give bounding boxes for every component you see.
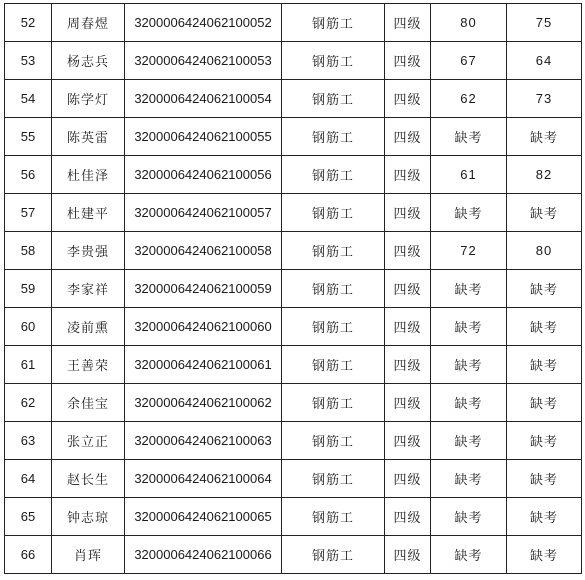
score-second: 缺考	[507, 194, 582, 232]
score-first: 缺考	[431, 308, 507, 346]
score-first: 80	[431, 4, 507, 42]
score-second: 73	[507, 80, 582, 118]
table-row	[5, 384, 582, 422]
score-first: 缺考	[431, 422, 507, 460]
candidate-name: 肖珲	[52, 536, 125, 574]
table-row	[5, 156, 582, 194]
trade-name: 钢筋工	[282, 80, 385, 118]
candidate-name: 钟志琼	[52, 498, 125, 536]
table-row	[5, 232, 582, 270]
trade-name: 钢筋工	[282, 346, 385, 384]
candidate-id: 3200006424062100054	[125, 80, 282, 118]
skill-level: 四级	[385, 384, 431, 422]
candidate-name: 凌前熏	[52, 308, 125, 346]
score-second: 80	[507, 232, 582, 270]
skill-level: 四级	[385, 422, 431, 460]
skill-level: 四级	[385, 4, 431, 42]
candidate-name: 杜佳泽	[52, 156, 125, 194]
table-row	[5, 4, 582, 42]
score-first: 缺考	[431, 536, 507, 574]
row-number: 56	[5, 156, 52, 194]
row-number: 65	[5, 498, 52, 536]
trade-name: 钢筋工	[282, 422, 385, 460]
skill-level: 四级	[385, 346, 431, 384]
row-number: 63	[5, 422, 52, 460]
table-row	[5, 80, 582, 118]
skill-level: 四级	[385, 118, 431, 156]
table-row	[5, 422, 582, 460]
score-second: 64	[507, 42, 582, 80]
candidate-name: 李家祥	[52, 270, 125, 308]
candidate-id: 3200006424062100066	[125, 536, 282, 574]
skill-level: 四级	[385, 194, 431, 232]
trade-name: 钢筋工	[282, 536, 385, 574]
skill-level: 四级	[385, 156, 431, 194]
trade-name: 钢筋工	[282, 460, 385, 498]
table-row	[5, 346, 582, 384]
row-number: 55	[5, 118, 52, 156]
row-number: 60	[5, 308, 52, 346]
candidate-name: 周春煜	[52, 4, 125, 42]
score-first: 67	[431, 42, 507, 80]
skill-level: 四级	[385, 498, 431, 536]
score-second: 82	[507, 156, 582, 194]
candidate-id: 3200006424062100059	[125, 270, 282, 308]
score-second: 缺考	[507, 346, 582, 384]
exam-results-table	[4, 3, 582, 574]
table-row	[5, 118, 582, 156]
table-row	[5, 308, 582, 346]
row-number: 52	[5, 4, 52, 42]
trade-name: 钢筋工	[282, 384, 385, 422]
score-first: 缺考	[431, 384, 507, 422]
trade-name: 钢筋工	[282, 118, 385, 156]
row-number: 58	[5, 232, 52, 270]
candidate-name: 赵长生	[52, 460, 125, 498]
candidate-name: 陈学灯	[52, 80, 125, 118]
row-number: 64	[5, 460, 52, 498]
candidate-id: 3200006424062100052	[125, 4, 282, 42]
candidate-id: 3200006424062100060	[125, 308, 282, 346]
trade-name: 钢筋工	[282, 4, 385, 42]
candidate-id: 3200006424062100062	[125, 384, 282, 422]
table-row	[5, 42, 582, 80]
row-number: 61	[5, 346, 52, 384]
row-number: 62	[5, 384, 52, 422]
row-number: 59	[5, 270, 52, 308]
score-first: 62	[431, 80, 507, 118]
score-first: 61	[431, 156, 507, 194]
trade-name: 钢筋工	[282, 42, 385, 80]
skill-level: 四级	[385, 80, 431, 118]
candidate-name: 杜建平	[52, 194, 125, 232]
table-row	[5, 194, 582, 232]
candidate-id: 3200006424062100055	[125, 118, 282, 156]
row-number: 57	[5, 194, 52, 232]
trade-name: 钢筋工	[282, 194, 385, 232]
score-second: 缺考	[507, 384, 582, 422]
score-first: 缺考	[431, 118, 507, 156]
candidate-name: 王善荣	[52, 346, 125, 384]
candidate-name: 张立正	[52, 422, 125, 460]
score-first: 缺考	[431, 194, 507, 232]
score-second: 缺考	[507, 536, 582, 574]
exam-results-sheet	[4, 3, 581, 574]
candidate-id: 3200006424062100063	[125, 422, 282, 460]
skill-level: 四级	[385, 270, 431, 308]
score-second: 缺考	[507, 270, 582, 308]
score-second: 缺考	[507, 118, 582, 156]
skill-level: 四级	[385, 308, 431, 346]
score-second: 75	[507, 4, 582, 42]
skill-level: 四级	[385, 42, 431, 80]
candidate-name: 陈英雷	[52, 118, 125, 156]
score-second: 缺考	[507, 498, 582, 536]
score-first: 缺考	[431, 346, 507, 384]
row-number: 53	[5, 42, 52, 80]
score-second: 缺考	[507, 422, 582, 460]
candidate-id: 3200006424062100057	[125, 194, 282, 232]
trade-name: 钢筋工	[282, 270, 385, 308]
score-second: 缺考	[507, 308, 582, 346]
skill-level: 四级	[385, 536, 431, 574]
score-second: 缺考	[507, 460, 582, 498]
score-first: 缺考	[431, 498, 507, 536]
row-number: 66	[5, 536, 52, 574]
candidate-name: 杨志兵	[52, 42, 125, 80]
candidate-id: 3200006424062100065	[125, 498, 282, 536]
score-first: 缺考	[431, 270, 507, 308]
candidate-name: 李贵强	[52, 232, 125, 270]
table-row	[5, 498, 582, 536]
row-number: 54	[5, 80, 52, 118]
candidate-id: 3200006424062100053	[125, 42, 282, 80]
table-body	[5, 4, 582, 574]
candidate-id: 3200006424062100064	[125, 460, 282, 498]
table-row	[5, 460, 582, 498]
skill-level: 四级	[385, 460, 431, 498]
candidate-id: 3200006424062100056	[125, 156, 282, 194]
trade-name: 钢筋工	[282, 498, 385, 536]
trade-name: 钢筋工	[282, 156, 385, 194]
trade-name: 钢筋工	[282, 232, 385, 270]
candidate-name: 余佳宝	[52, 384, 125, 422]
candidate-id: 3200006424062100058	[125, 232, 282, 270]
trade-name: 钢筋工	[282, 308, 385, 346]
candidate-id: 3200006424062100061	[125, 346, 282, 384]
score-first: 缺考	[431, 460, 507, 498]
table-row	[5, 536, 582, 574]
score-first: 72	[431, 232, 507, 270]
table-row	[5, 270, 582, 308]
skill-level: 四级	[385, 232, 431, 270]
